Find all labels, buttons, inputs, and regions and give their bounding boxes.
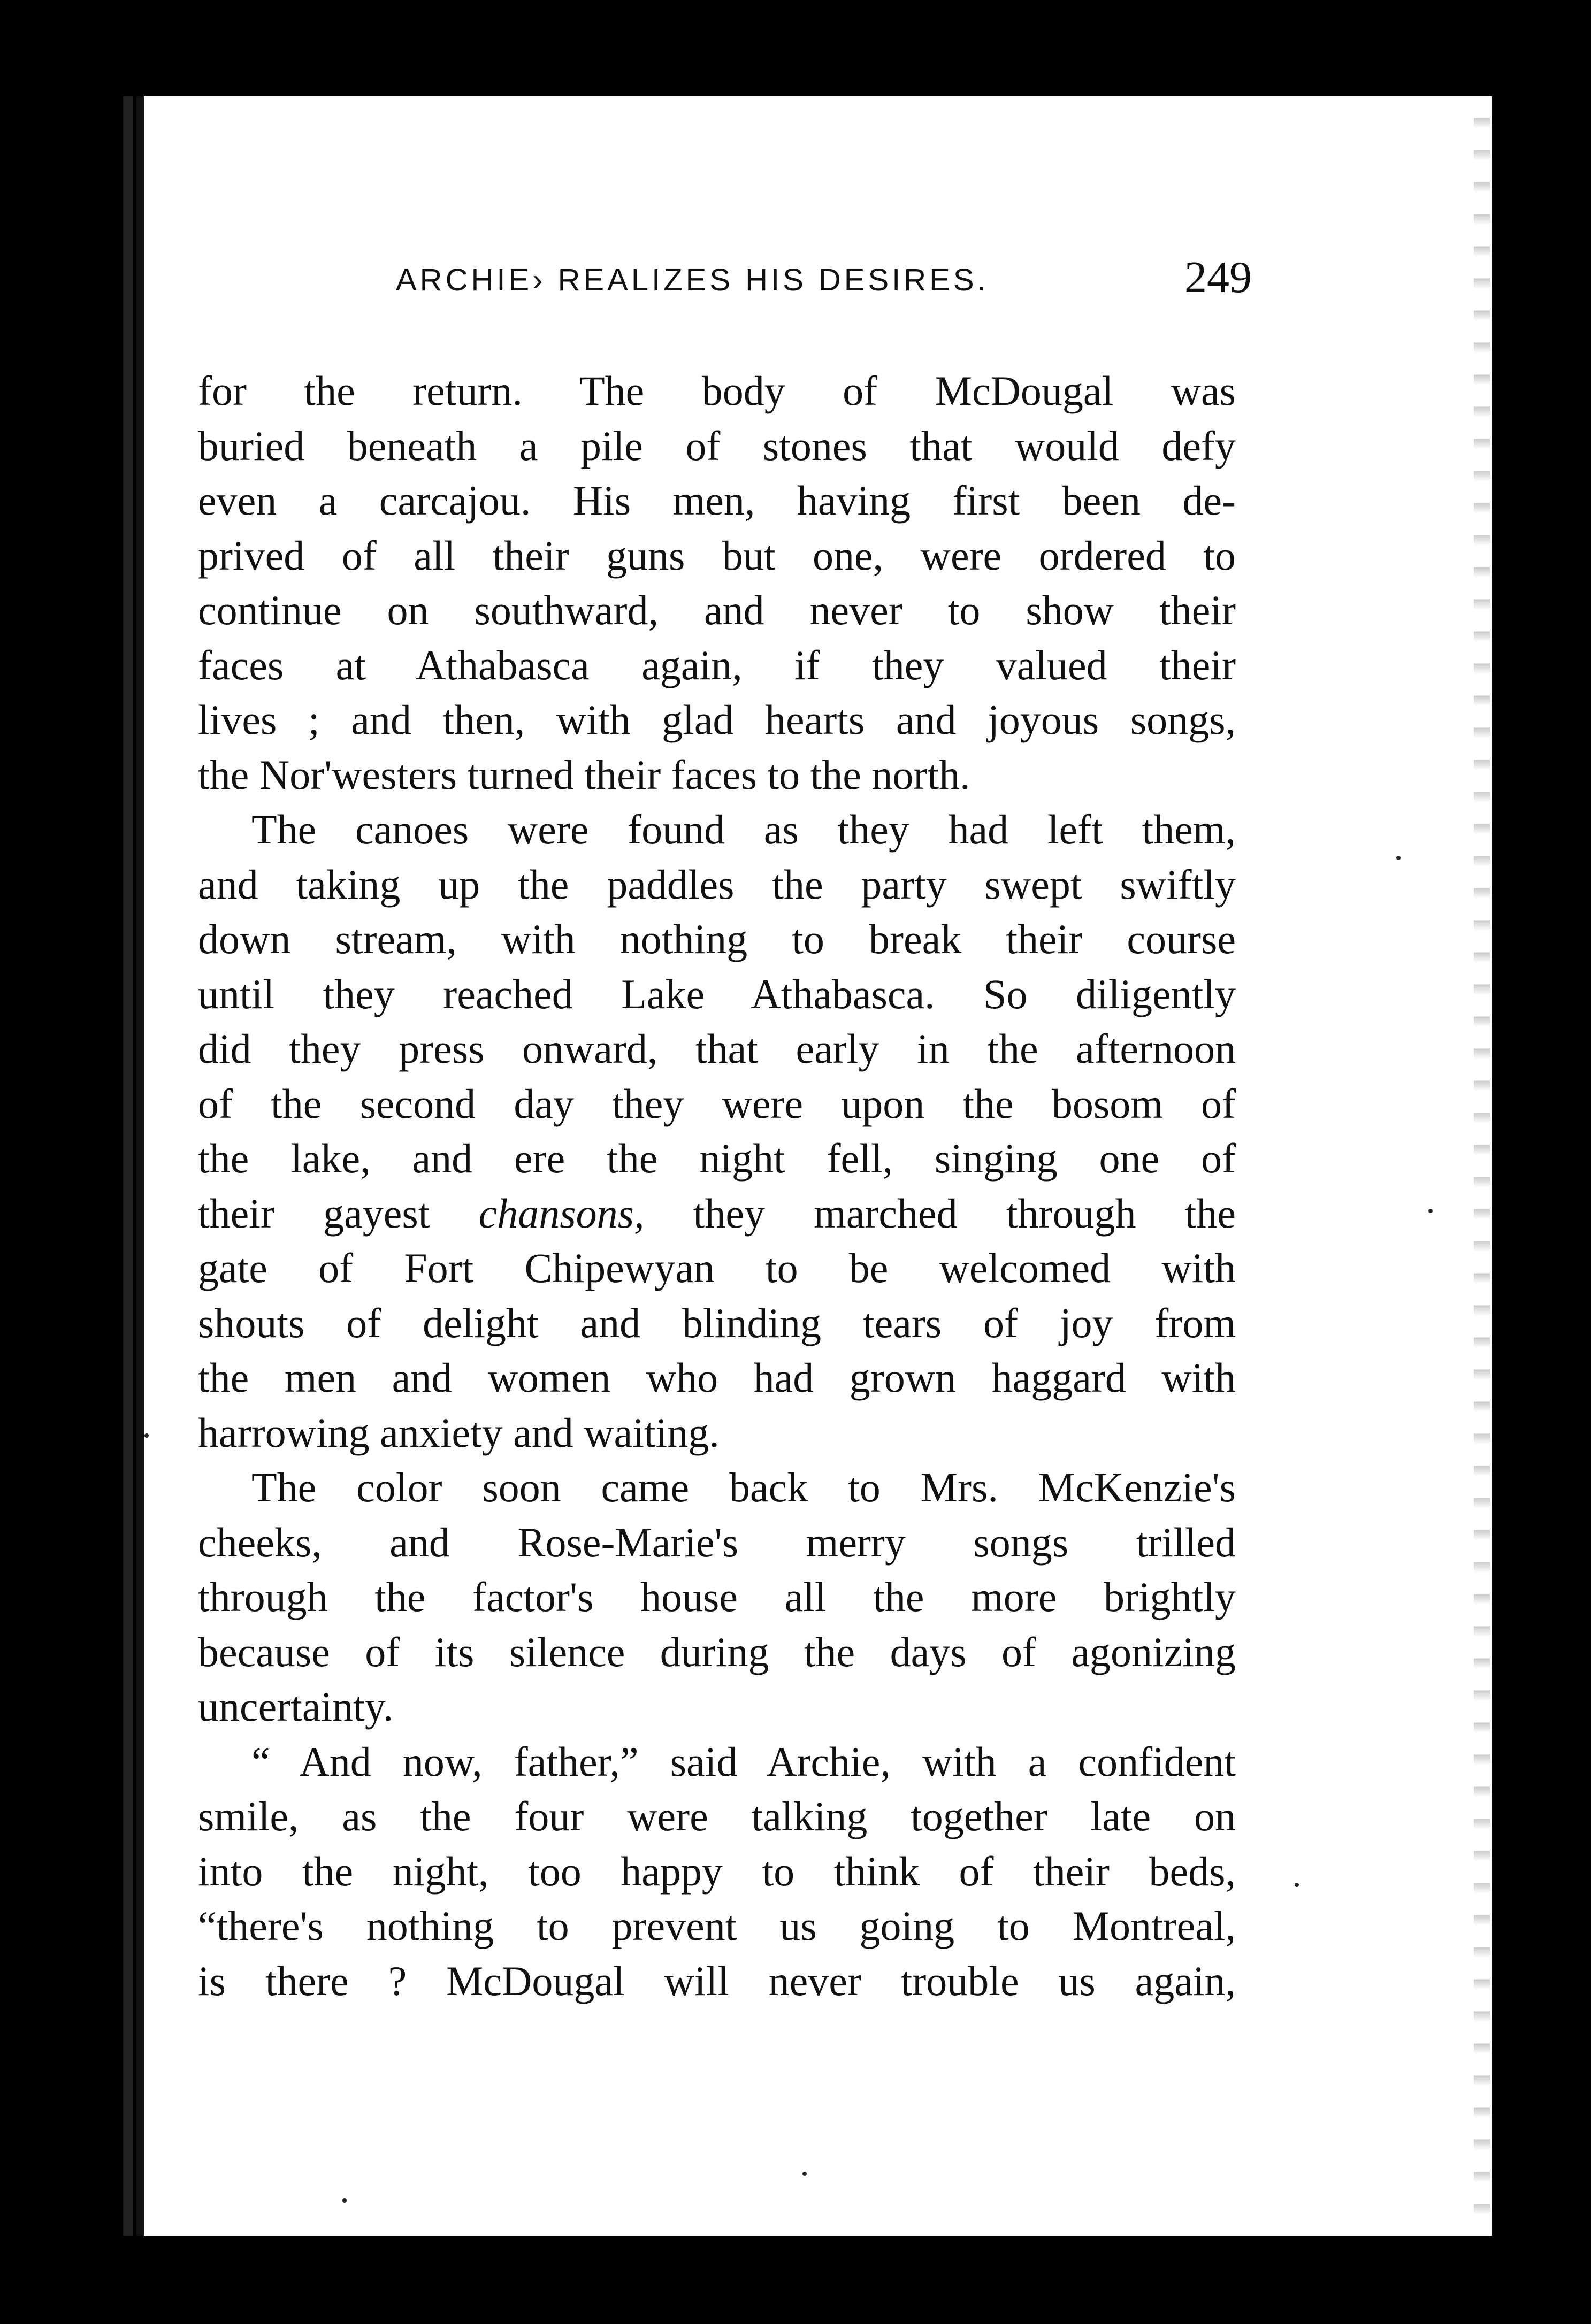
- text-line: The color soon came back to Mrs. McKenzie's: [251, 1464, 1236, 1510]
- body-text: [198, 364, 1236, 2008]
- running-head: ARCHIE› REALIZES HIS DESIRES.: [396, 263, 989, 297]
- text-line: faces at Athabasca again, if they valued their: [198, 641, 1236, 688]
- page-header: [396, 251, 1252, 316]
- text-line: “ And now, father,” said Archie, with a confident: [251, 1738, 1236, 1785]
- text-line: because of its silence during the days of agonizing: [198, 1628, 1236, 1675]
- italic-word: chansons,: [478, 1190, 645, 1237]
- text-line: lives ; and then, with glad hearts and joyous songs,: [198, 696, 1236, 743]
- scan-speck: [802, 2172, 807, 2176]
- text-line: cheeks, and Rose-Marie's merry songs trilled: [198, 1518, 1236, 1566]
- text-line: for the return. The body of McDougal was: [198, 367, 1236, 414]
- text-line: down stream, with nothing to break their course: [198, 916, 1236, 962]
- text-line: prived of all their guns but one, were ordered to: [198, 532, 1236, 579]
- page-number: 249: [1184, 252, 1252, 302]
- line-lead: their gayest: [198, 1190, 479, 1237]
- scan-speck: [144, 1433, 149, 1438]
- paragraph-3: [198, 1460, 1236, 1735]
- text-line: shouts of delight and blinding tears of joy from: [198, 1299, 1236, 1346]
- text-line: is there ? McDougal will never trouble us again,: [198, 1957, 1236, 2004]
- text-line: smile, as the four were talking together late on: [198, 1793, 1236, 1839]
- text-line: even a carcajou. His men, having first been de-: [198, 477, 1236, 524]
- text-line: of the second day they were upon the bosom of: [198, 1080, 1236, 1127]
- scan-speck: [1428, 1209, 1433, 1213]
- text-line: continue on southward, and never to show their: [198, 587, 1236, 633]
- text-line: the Nor'westers turned their faces to the north.: [198, 751, 970, 798]
- scan-speck: [1295, 1883, 1299, 1887]
- text-line-with-italic: [198, 1186, 1236, 1241]
- text-line: harrowing anxiety and waiting.: [198, 1409, 720, 1456]
- text-line: until they reached Lake Athabasca. So diligently: [198, 970, 1236, 1017]
- line-tail: they marched through the: [644, 1190, 1236, 1237]
- page-binding-edge: [123, 96, 133, 2236]
- text-line: and taking up the paddles the party swept swiftly: [198, 861, 1236, 908]
- text-line: buried beneath a pile of stones that would defy: [198, 422, 1236, 469]
- text-line: through the factor's house all the more brightly: [198, 1574, 1236, 1620]
- scan-speck: [342, 2198, 347, 2203]
- text-line: did they press onward, that early in the afternoon: [198, 1025, 1236, 1072]
- page-fore-edge: [1474, 96, 1490, 2236]
- text-line: uncertainty.: [198, 1683, 394, 1730]
- text-line: “there's nothing to prevent us going to Montreal,: [198, 1903, 1236, 1949]
- paragraph-4: [198, 1735, 1236, 2009]
- paragraph-2: [198, 802, 1236, 1460]
- paragraph-1: [198, 364, 1236, 802]
- scan-speck: [1396, 856, 1401, 860]
- text-line: gate of Fort Chipewyan to be welcomed with: [198, 1245, 1236, 1291]
- text-line: the men and women who had grown haggard with: [198, 1354, 1236, 1401]
- text-line: the lake, and ere the night fell, singing one of: [198, 1135, 1236, 1182]
- text-line: into the night, too happy to think of their beds,: [198, 1847, 1236, 1895]
- text-line: The canoes were found as they had left them,: [251, 806, 1236, 853]
